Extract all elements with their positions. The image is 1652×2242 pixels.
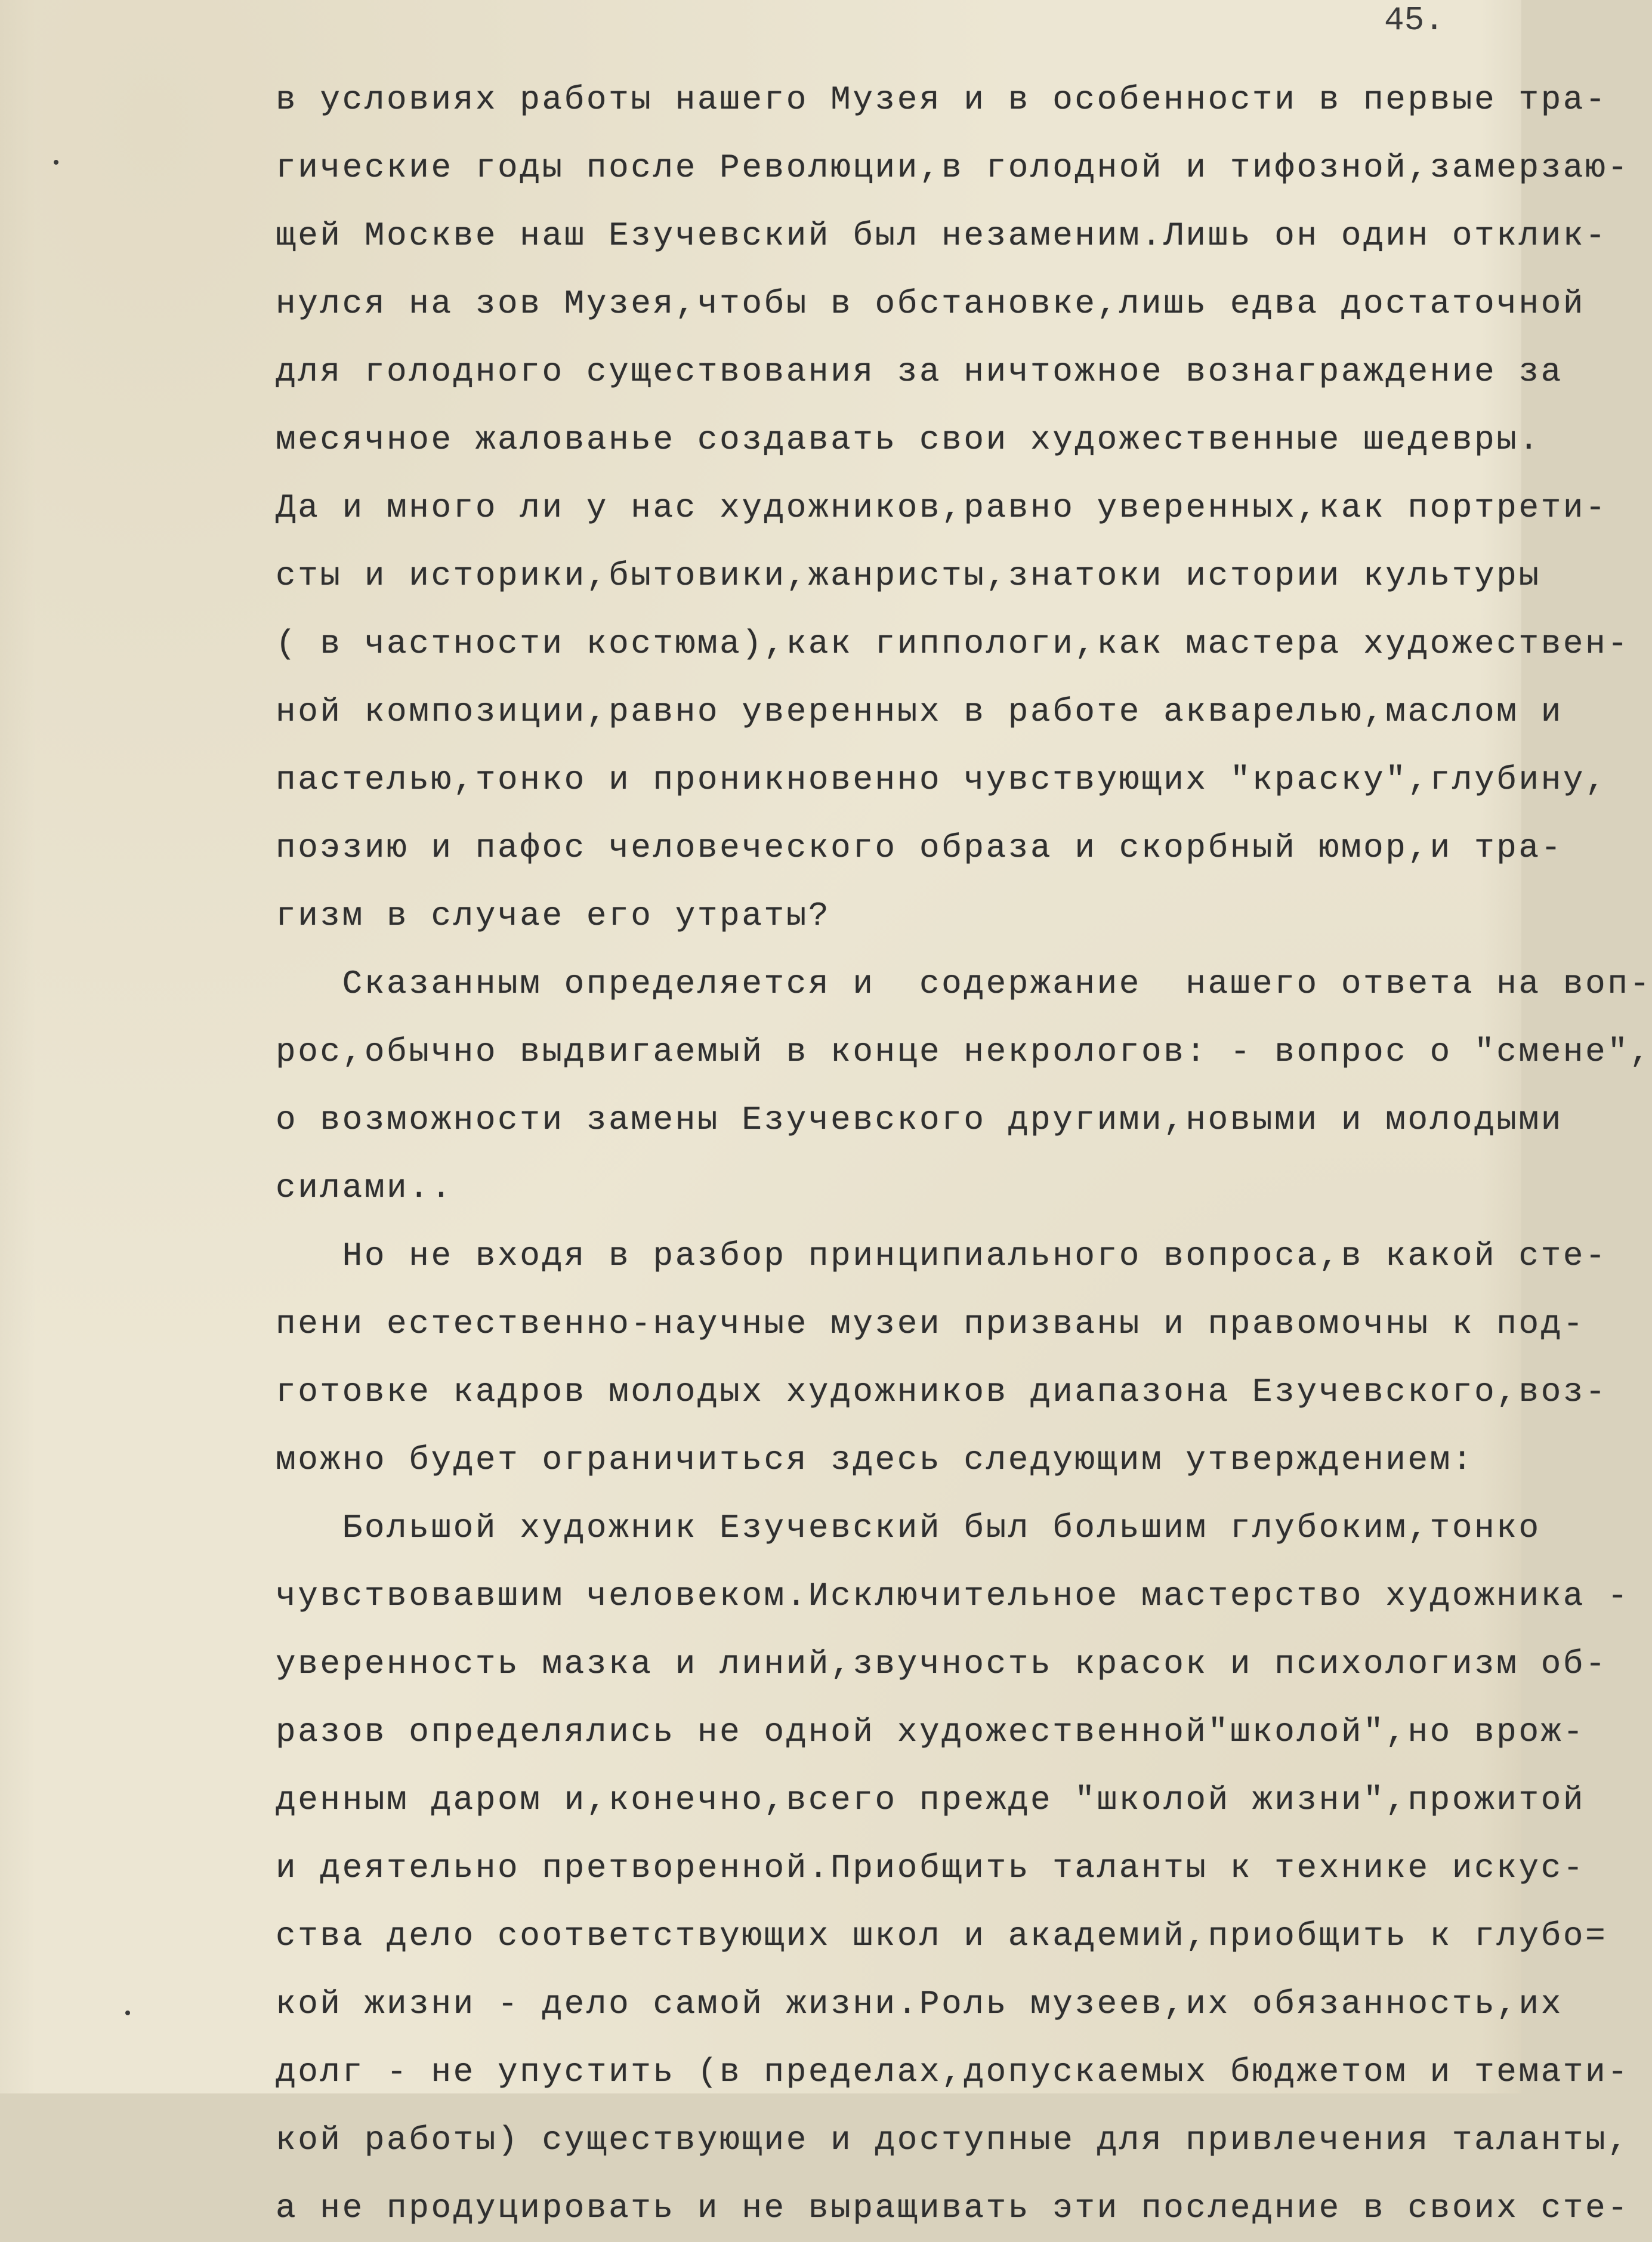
- text-line: долг - не упустить (в пределах,допускаемых бюджетом и темати-: [276, 2053, 1630, 2091]
- text-line: кой жизни - дело самой жизни.Роль музеев,их обязанность,их: [276, 1985, 1563, 2023]
- text-line: для голодного существования за ничтожное вознаграждение за: [276, 353, 1563, 391]
- text-line: в условиях работы нашего Музея и в особенности в первые тра-: [276, 81, 1608, 119]
- text-line: уверенность мазка и линий,звучность красок и психологизм об-: [276, 1645, 1608, 1683]
- text-line: кой работы) существующие и доступные для привлечения таланты,: [276, 2121, 1630, 2159]
- text-line: пени естественно-научные музеи призваны и правомочны к под-: [276, 1305, 1586, 1343]
- text-line: силами..: [276, 1169, 453, 1207]
- text-line: денным даром и,конечно,всего прежде "школой жизни",прожитой: [276, 1781, 1586, 1819]
- text-line: чувствовавшим человеком.Исключительное мастерство художника -: [276, 1577, 1630, 1615]
- text-line: гические годы после Революции,в голодной и тифозной,замерзаю-: [276, 149, 1630, 187]
- typewritten-text: [276, 66, 1652, 2242]
- page-number: 45.: [1384, 1, 1444, 39]
- text-line: и деятельно претворенной.Приобщить таланты к технике искус-: [276, 1849, 1586, 1887]
- text-line: Сказанным определяется и содержание нашего ответа на воп-: [276, 965, 1652, 1003]
- text-line: гизм в случае его утраты?: [276, 897, 831, 935]
- ink-speck: [125, 2011, 130, 2015]
- text-line: ной композиции,равно уверенных в работе акварелью,маслом и: [276, 693, 1563, 731]
- text-line: а не продуцировать и не выращивать эти последние в своих сте-: [276, 2189, 1630, 2227]
- text-line: разов определялись не одной художественной"школой",но врож-: [276, 1713, 1586, 1751]
- text-line: можно будет ограничиться здесь следующим утверждением:: [276, 1441, 1475, 1479]
- text-line: готовке кадров молодых художников диапазона Езучевского,воз-: [276, 1373, 1608, 1411]
- text-line: месячное жалованье создавать свои художественные шедевры.: [276, 421, 1541, 459]
- text-line: Да и много ли у нас художников,равно уверенных,как портрети-: [276, 489, 1608, 527]
- text-line: Большой художник Езучевский был большим глубоким,тонко: [276, 1509, 1541, 1547]
- text-line: сты и историки,бытовики,жанристы,знатоки истории культуры: [276, 557, 1541, 595]
- text-line: ( в частности костюма),как гиппологи,как мастера художествен-: [276, 625, 1630, 663]
- text-line: рос,обычно выдвигаемый в конце некрологов: - вопрос о "смене",: [276, 1033, 1652, 1071]
- ink-speck: [54, 160, 58, 165]
- text-line: нулся на зов Музея,чтобы в обстановке,лишь едва достаточной: [276, 285, 1586, 323]
- text-line: поэзию и пафос человеческого образа и скорбный юмор,и тра-: [276, 829, 1563, 867]
- text-line: ства дело соответствующих школ и академий,приобщить к глубо=: [276, 1917, 1608, 1955]
- text-line: Но не входя в разбор принципиального вопроса,в какой сте-: [276, 1237, 1608, 1275]
- text-line: щей Москве наш Езучевский был незаменим.Лишь он один отклик-: [276, 217, 1608, 255]
- text-line: пастелью,тонко и проникновенно чувствующих "краску",глубину,: [276, 761, 1608, 799]
- text-line: о возможности замены Езучевского другими,новыми и молодыми: [276, 1101, 1563, 1139]
